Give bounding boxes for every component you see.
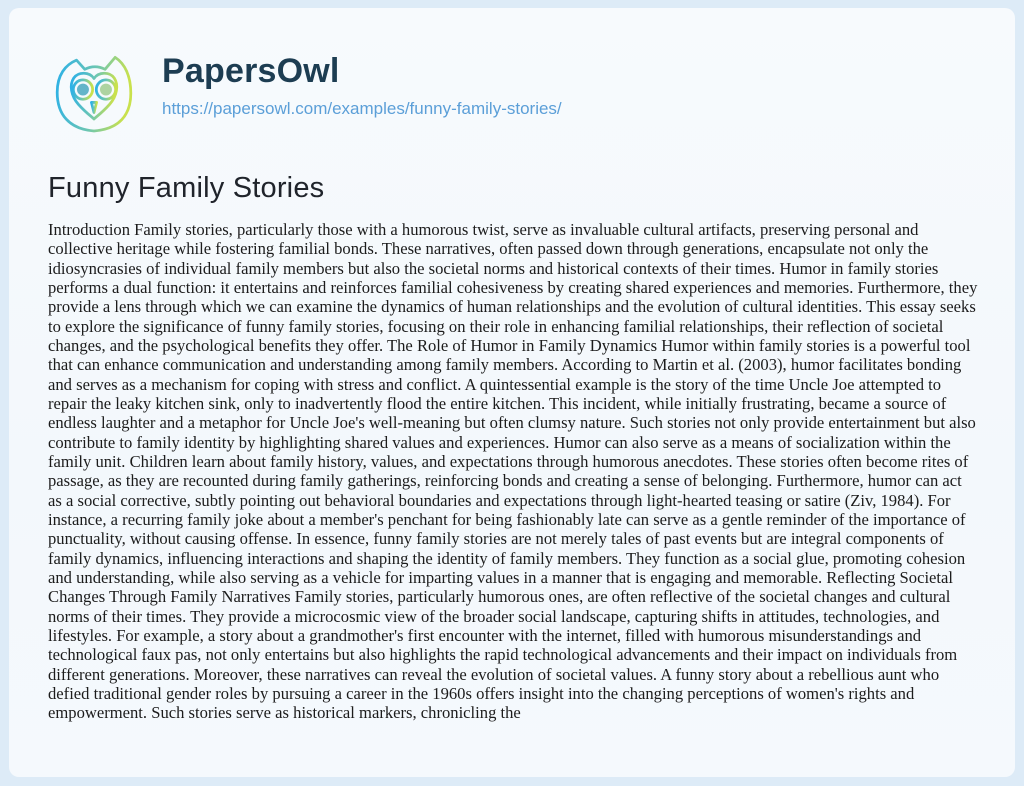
owl-icon	[48, 46, 140, 146]
header	[48, 46, 1015, 146]
source-url-link[interactable]: https://papersowl.com/examples/funny-family-stories/	[162, 98, 562, 118]
page-panel	[9, 8, 1015, 777]
owl-left-eye	[77, 84, 89, 96]
owl-right-eye	[100, 84, 112, 96]
article-body-text: Introduction Family stories, particularly those with a humorous twist, serve as invaluable cultural artifacts, preserving personal and collective heritage while fostering familial bonds. These narratives, often passed down through generations, encapsulate not only the idiosyncrasies of individual family members but also the societal norms and historical contexts of their times. Humor in family stories performs a dual function: it entertains and reinforces familial cohesiveness by creating shared experiences and memories. Furthermore, they provide a lens through which we can examine the dynamics of human relationships and the evolution of cultural identities. This essay seeks to explore the significance of funny family stories, focusing on their role in enhancing familial relationships, their reflection of societal changes, and the psychological benefits they offer. The Role of Humor in Family Dynamics Humor within family stories is a powerful tool that can enhance communication and understanding among family members. According to Martin et al. (2003), humor facilitates bonding and serves as a mechanism for coping with stress and conflict. A quintessential example is the story of the time Uncle Joe attempted to repair the leaky kitchen sink, only to inadvertently flood the entire kitchen. This incident, while initially frustrating, became a source of endless laughter and a metaphor for Uncle Joe's well-meaning but often clumsy nature. Such stories not only provide entertainment but also contribute to family identity by highlighting shared values and experiences. Humor can also serve as a means of socialization within the family unit. Children learn about family history, values, and expectations through humorous anecdotes. These stories often become rites of passage, as they are recounted during family gatherings, reinforcing bonds and creating a sense of belonging. Furthermore, humor can act as a social corrective, subtly pointing out behavioral boundaries and expectations through light-hearted teasing or satire (Ziv, 1984). For instance, a recurring family joke about a member's penchant for being fashionably late can serve as a gentle reminder of the importance of punctuality, without causing offense. In essence, funny family stories are not merely tales of past events but are integral components of family dynamics, influencing interactions and shaping the identity of family members. They function as a social glue, promoting cohesion and understanding, while also serving as a vehicle for imparting values in a manner that is engaging and memorable. Reflecting Societal Changes Through Family Narratives Family stories, particularly humorous ones, are often reflective of the societal changes and cultural norms of their times. They provide a microcosmic view of the broader social landscape, capturing shifts in attitudes, technologies, and lifestyles. For example, a story about a grandmother's first encounter with the internet, filled with humorous misunderstandings and technological faux pas, not only entertains but also highlights the rapid technological advancements and their impact on individuals from different generations. Moreover, these narratives can reveal the evolution of societal values. A funny story about a rebellious aunt who defied traditional gender roles by pursuing a career in the 1960s offers insight into the changing perceptions of women's rights and empowerment. Such stories serve as historical markers, chronicling the	[48, 220, 978, 723]
brand-title: PapersOwl	[162, 52, 340, 90]
article-title: Funny Family Stories	[48, 172, 325, 204]
papersowl-logo	[48, 46, 140, 146]
header-text	[162, 46, 562, 119]
